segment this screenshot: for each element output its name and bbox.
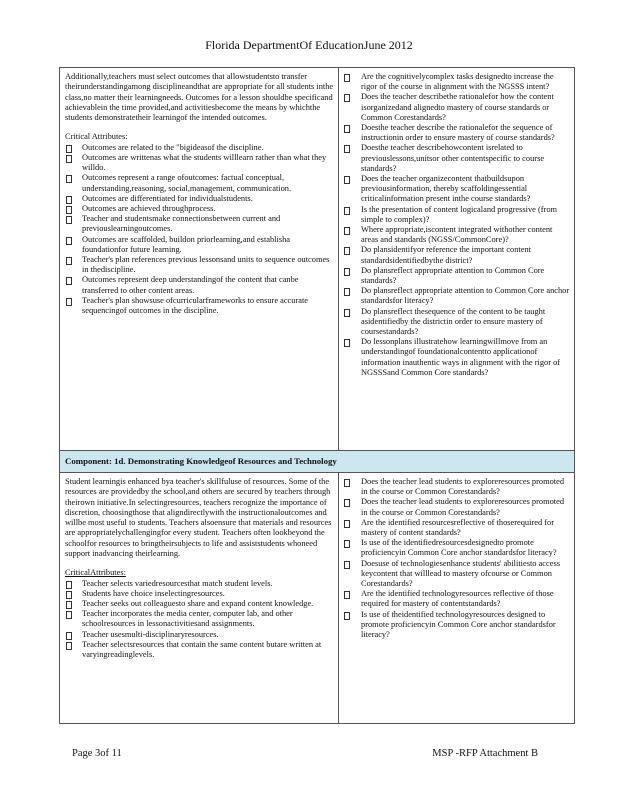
- bullet-box-icon: [66, 298, 72, 306]
- list-item-text: Outcomes are related to the "bigideasof the discipline.: [82, 142, 264, 152]
- list-item: [65, 599, 334, 609]
- table-row: [60, 68, 574, 451]
- list-item: [343, 72, 570, 92]
- critical-attributes-label: CriticalAttributes:: [65, 568, 126, 578]
- page-number: Page 3of 11: [72, 748, 122, 759]
- list-item-text: Are the identified technologyresources reflective of those required for mastery of contentstandards?: [361, 589, 554, 609]
- intro-paragraph: Student learningis enhanced bya teacher's skillfuluse of resources. Some of the resources are providedby the school,and others are secured by teachers through theirown initiative.In selectingresources, teachers recognize the importance of discretion, choosingthose that aligndirectlywith the instructionaloutcomes and willbe most useful to students. Teachers alsoensure that materials and resources are appropriatelychallengingfor every student. Teachers often lookbeyond the schoolfor resources to bringtheirsubjects to life and assiststudents whoneed support inadvancing theirlearning.: [65, 477, 332, 559]
- bullet-box-icon: [344, 339, 350, 347]
- list-item-text: Doesuse of technologiesenhance students' abilitiesto access keycontent that willlead to mastery ofcourse or Common Corestandards?: [361, 558, 560, 589]
- table-row: [60, 473, 574, 723]
- bullet-box-icon: [344, 591, 350, 599]
- list-item-text: Does the teacher organizecontent thatbuildsupon previousinformation, thereby scaffoldingessential criticalinformation present inthe course standards?: [361, 174, 531, 204]
- bullet-box-icon: [66, 216, 72, 224]
- list-item-text: Does the teacher lead students to exploreresources promoted in the course or Common Corestandards?: [361, 497, 565, 517]
- list-item-text: Is use of the identifiedresourcesdesignedto promote proficiencyin Common Core anchor standardsfor literacy?: [361, 538, 557, 558]
- bullet-box-icon: [66, 277, 72, 285]
- list-item-text: Are the identified resourcesreflective of thoserequired for mastery of content standards?: [361, 517, 555, 538]
- list-item: [343, 307, 570, 338]
- list-item-text: Students have choice inselectingresources.: [82, 588, 225, 598]
- right-column: [339, 473, 574, 723]
- list-item: [343, 497, 570, 517]
- bullet-box-icon: [66, 632, 72, 640]
- list-item-text: Teacher's plan references previous lessonsand units to sequence outcomes in thediscipline.: [82, 255, 330, 275]
- bullet-box-icon: [66, 196, 72, 204]
- list-item-text: Outcomes are writtenas what the students willlearn rather than what they willdo.: [82, 152, 327, 173]
- list-item: [343, 205, 570, 225]
- bullet-box-icon: [344, 145, 350, 153]
- critical-attributes-label: Critical Attributes:: [65, 132, 128, 142]
- framework-table: [59, 67, 575, 724]
- list-item: [65, 579, 334, 589]
- list-item-text: Outcomes represent a range ofoutcomes: factual conceptual, understanding,reasoning, social,management, communication.: [82, 173, 292, 193]
- list-item: [65, 153, 334, 173]
- list-item: [343, 225, 570, 245]
- bullet-box-icon: [344, 540, 350, 548]
- list-item-text: Teacher usesmulti-disciplinaryresources.: [82, 629, 219, 639]
- list-item: [343, 174, 570, 205]
- list-item-text: Teacher selectsresources that contain the same content butare written at varyingreadinglevels.: [82, 639, 322, 660]
- list-item: [343, 286, 570, 306]
- intro-paragraph: Additionally,teachers must select outcomes that allowstudentsto transfer theirunderstandingamong disciplineandthat are appropriate for all students inthe class,no matter their learningneeds. Outcomes for a lesson shouldbe specificand achievablein the time provided,and activitiesbecome the means by whichthe students demonstratetheir learningof the intended outcomes.: [65, 72, 334, 123]
- bullet-box-icon: [344, 94, 350, 102]
- list-item: [343, 610, 570, 641]
- bullet-box-icon: [66, 581, 72, 589]
- list-item-text: Outcomes are achieved throughprocess.: [82, 204, 216, 213]
- bullet-box-icon: [344, 176, 350, 184]
- list-item-text: Do plansreflect thesequence of the content to be taught asidentifiedby the districtin order to ensure mastery of coursestandards?: [361, 306, 546, 337]
- list-item-text: Are the cognitivelycomplex tasks designedto increase the rigor of the course in alignment with the NGSSS intent?: [361, 72, 554, 92]
- list-item: [65, 214, 334, 234]
- list-item-text: Is the presentation of content logicaland progressive (from simple to complex)?: [361, 204, 558, 224]
- page-header-title: Florida DepartmentOf EducationJune 2012: [205, 38, 413, 52]
- list-item: [65, 255, 334, 275]
- list-item-text: Where appropriate,iscontent integrated withother content areas and standards (NGSS/CommonCore)?: [361, 225, 553, 245]
- bullet-box-icon: [66, 601, 72, 609]
- bullet-box-icon: [66, 155, 72, 163]
- list-item: [65, 630, 334, 640]
- bullet-box-icon: [66, 611, 72, 619]
- list-item-text: Teacher incorporates the media center, computer lab, and other schoolresources in lessonactivitiesand assignments.: [82, 609, 293, 629]
- bullet-box-icon: [344, 268, 350, 276]
- list-item: [65, 143, 334, 153]
- list-item: [343, 337, 570, 378]
- list-item-text: Teacher seeks out colleaguesto share and expand content knowledge.: [82, 599, 314, 609]
- bullet-box-icon: [344, 479, 350, 487]
- list-item: [343, 589, 570, 609]
- critical-attributes-list: [65, 143, 334, 316]
- guiding-questions-list: [343, 72, 570, 378]
- guiding-questions-list: [343, 477, 570, 640]
- list-item-text: Is use of theidentified technologyresources designed to promote proficiencyin Common Core anchor standardsfor literacy?: [361, 609, 556, 640]
- bullet-box-icon: [344, 125, 350, 133]
- bullet-box-icon: [344, 309, 350, 317]
- list-item: [343, 477, 570, 497]
- list-item-text: Does the teacher lead students to exploreresources promoted in the course or Common Corestandards?: [361, 477, 565, 497]
- bullet-box-icon: [344, 520, 350, 528]
- bullet-box-icon: [344, 499, 350, 507]
- list-item-text: Does the teacher describethe rationalefor how the content isorganizedand alignedto mastery of course standards or Common Corestandards?: [361, 92, 554, 122]
- list-item: [343, 245, 570, 265]
- list-item: [65, 609, 334, 629]
- bullet-box-icon: [66, 175, 72, 183]
- list-item-text: Teacher and studentsmake connectionsbetween current and previouslearningoutcomes.: [82, 214, 281, 234]
- list-item-text: Do plansreflect appropriate attention to Common Core standards?: [361, 265, 545, 286]
- list-item: [65, 296, 334, 316]
- list-item: [343, 266, 570, 286]
- list-item-text: Outcomes are scaffolded, buildon priorlearning,and establisha foundationfor future learning.: [82, 234, 290, 254]
- bullet-box-icon: [344, 207, 350, 215]
- bullet-box-icon: [66, 237, 72, 245]
- attachment-label: MSP -RFP Attachment B: [432, 748, 538, 759]
- list-item-text: Outcomes are differentiated for individualstudents.: [82, 193, 253, 203]
- list-item: [343, 559, 570, 590]
- list-item: [343, 92, 570, 123]
- list-item-text: Teacher's plan showsuse ofcurricularframeworks to ensure accurate sequencingof outcomes in the discipline.: [82, 295, 309, 316]
- list-item: [65, 640, 334, 660]
- list-item: [343, 518, 570, 538]
- bullet-box-icon: [344, 612, 350, 620]
- list-item-text: Do plansreflect appropriate attention to Common Core anchor standardsfor literacy?: [361, 286, 570, 306]
- list-item: [343, 123, 570, 143]
- bullet-box-icon: [344, 227, 350, 235]
- bullet-box-icon: [344, 288, 350, 296]
- bullet-box-icon: [66, 206, 72, 214]
- bullet-box-icon: [344, 247, 350, 255]
- critical-attributes-list: [65, 579, 334, 661]
- list-item-text: Doesthe teacher describe the rationalefor the sequence of instructionin order to ensure mastery of course standards?: [361, 123, 555, 143]
- list-item: [65, 275, 334, 295]
- bullet-box-icon: [344, 74, 350, 82]
- list-item: [65, 589, 334, 599]
- bullet-box-icon: [344, 561, 350, 569]
- bullet-box-icon: [66, 642, 72, 650]
- bullet-box-icon: [66, 591, 72, 599]
- list-item-text: Doesthe teacher describehowcontent isrelated to previouslessons,unitsor other contentspecific to course standards?: [361, 143, 545, 173]
- list-item-text: Do lessonplans illustratehow learningwillmove from an understandingof foundationalcontentto applicationof information inauthentic ways in alignment with the rigor of NGSSSand Common Core standards?: [361, 337, 561, 377]
- left-column: [60, 473, 339, 723]
- list-item: [65, 173, 334, 193]
- component-heading: Component: 1d. Demonstrating Knowledgeof Resources and Technology: [60, 451, 574, 473]
- list-item-text: Teacher selects variedresourcesthat match student levels.: [82, 578, 273, 588]
- list-item: [65, 235, 334, 255]
- list-item: [343, 538, 570, 558]
- list-item: [343, 143, 570, 174]
- bullet-box-icon: [66, 257, 72, 265]
- list-item: [65, 194, 334, 204]
- list-item-text: Do plansidentifyor reference the important content standardsidentifiedbythe district?: [361, 245, 531, 265]
- list-item: [65, 204, 334, 214]
- left-column: [60, 68, 339, 450]
- list-item-text: Outcomes represent deep understandingof the content that canbe transferred to other content areas.: [82, 275, 299, 295]
- right-column: [339, 68, 574, 450]
- bullet-box-icon: [66, 145, 72, 153]
